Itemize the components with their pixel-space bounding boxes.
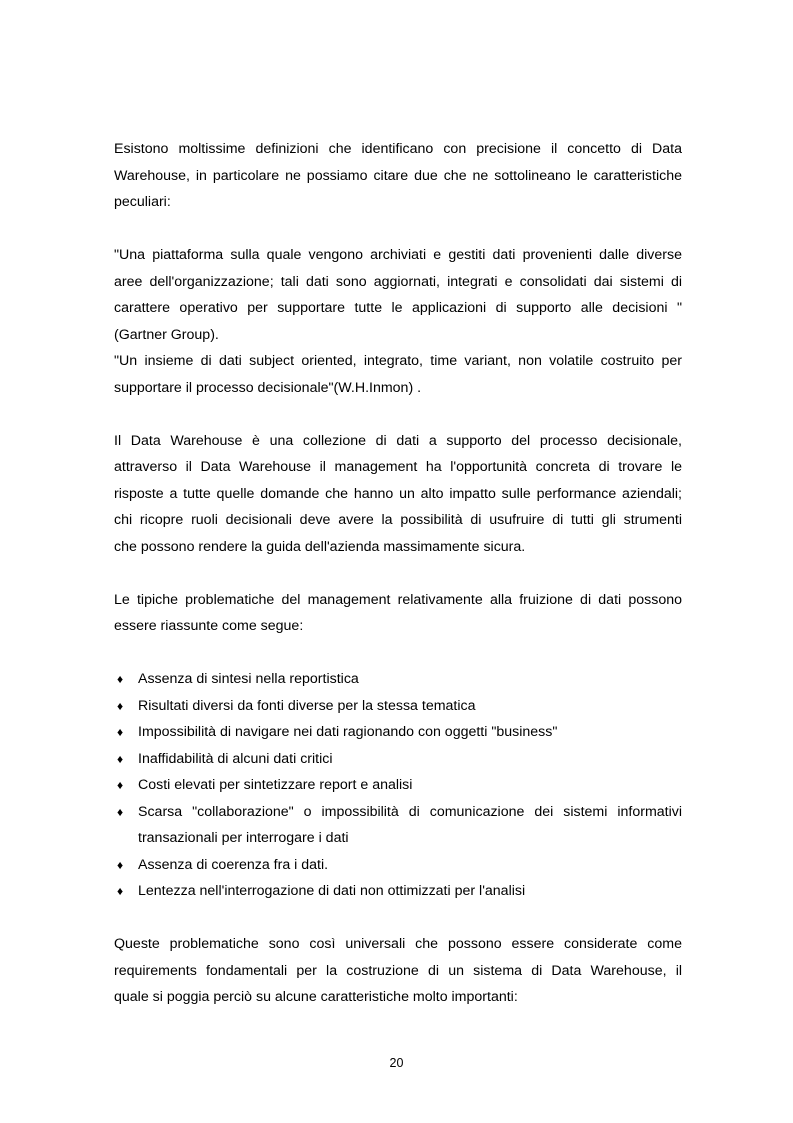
text-line: "Un insieme di dati subject oriented, integrato, time variant, non volatile costruito per <box>114 353 682 369</box>
text-line: carattere operativo per supportare tutte le applicazioni di supporto alle decisioni " <box>114 300 682 316</box>
text-line: (Gartner Group). <box>114 326 219 343</box>
list-item <box>114 799 682 852</box>
requirements-paragraph <box>114 931 682 1011</box>
diamond-bullet-icon: ♦ <box>116 884 124 898</box>
list-item <box>114 852 682 879</box>
list-item-text: Lentezza nell'interrogazione di dati non ottimizzati per l'analisi <box>138 883 526 899</box>
text-line: risposte a tutte quelle domande che hanno un alto impatto sulle performance aziendali; <box>114 485 682 502</box>
text-line: "Una piattaforma sulla quale vengono archiviati e gestiti dati provenienti dalle diverse <box>114 247 682 263</box>
text-line: Le tipiche problematiche del management relativamente alla fruizione di dati possono <box>114 591 682 608</box>
paragraph-gap <box>114 905 682 932</box>
diamond-bullet-icon: ♦ <box>116 857 124 872</box>
quotes-paragraph <box>114 242 682 401</box>
page-number: 20 <box>389 1056 404 1070</box>
list-item <box>114 772 682 799</box>
diamond-bullet-icon: ♦ <box>116 725 124 739</box>
problems-intro-paragraph <box>114 587 682 640</box>
text-line: supportare il processo decisionale"(W.H.Inmon) . <box>114 379 422 396</box>
list-item <box>114 693 682 720</box>
paragraph-gap <box>114 560 682 587</box>
text-line: peculiari: <box>114 194 171 210</box>
paragraph-gap <box>114 401 682 428</box>
text-line: essere riassunte come segue: <box>114 618 304 634</box>
text-line: Queste problematiche sono così universali che possono essere considerate come <box>114 936 682 952</box>
list-item <box>114 666 682 693</box>
list-item <box>114 719 682 746</box>
text-line: che possono rendere la guida dell'azienda massimamente sicura. <box>114 538 526 555</box>
diamond-bullet-icon: ♦ <box>116 698 124 713</box>
text-line: quale si poggia perciò su alcune caratteristiche molto importanti: <box>114 989 518 1005</box>
text-line: aree dell'organizzazione; tali dati sono aggiornati, integrati e consolidati dai sistemi di <box>114 273 682 290</box>
list-item-text: Risultati diversi da fonti diverse per la stessa tematica <box>138 697 476 714</box>
list-item-text: Assenza di sintesi nella reportistica <box>138 671 359 687</box>
paragraph-gap <box>114 216 682 243</box>
paragraph-gap <box>114 640 682 667</box>
text-line: Esistono moltissime definizioni che identificano con precisione il concetto di Data <box>114 141 682 157</box>
diamond-bullet-icon: ♦ <box>116 778 124 792</box>
intro-paragraph <box>114 136 682 216</box>
diamond-bullet-icon: ♦ <box>116 672 124 686</box>
list-item-text: Inaffidabilità di alcuni dati critici <box>138 750 333 767</box>
diamond-bullet-icon: ♦ <box>116 751 124 766</box>
document-body <box>114 136 682 1011</box>
text-line: Il Data Warehouse è una collezione di dati a supporto del processo decisionale, <box>114 432 682 449</box>
list-item-text: transazionali per interrogare i dati <box>138 830 349 846</box>
problems-list <box>114 666 682 905</box>
list-item-text: Impossibilità di navigare nei dati ragionando con oggetti "business" <box>138 724 558 740</box>
text-line: Warehouse, in particolare ne possiamo citare due che ne sottolineano le caratteristiche <box>114 167 682 184</box>
definition-paragraph <box>114 428 682 561</box>
list-item <box>114 746 682 773</box>
list-item-text: Costi elevati per sintetizzare report e analisi <box>138 777 413 793</box>
text-line: attraverso il Data Warehouse il management ha l'opportunità concreta di trovare le <box>114 459 682 475</box>
diamond-bullet-icon: ♦ <box>116 804 124 819</box>
list-item-text: Scarsa "collaborazione" o impossibilità di comunicazione dei sistemi informativi <box>138 803 682 820</box>
list-item-text: Assenza di coerenza fra i dati. <box>138 856 329 873</box>
text-line: chi ricopre ruoli decisionali deve avere la possibilità di usufruire di tutti gli strumenti <box>114 512 682 528</box>
text-line: requirements fondamentali per la costruzione di un sistema di Data Warehouse, il <box>114 962 682 979</box>
list-item <box>114 878 682 905</box>
